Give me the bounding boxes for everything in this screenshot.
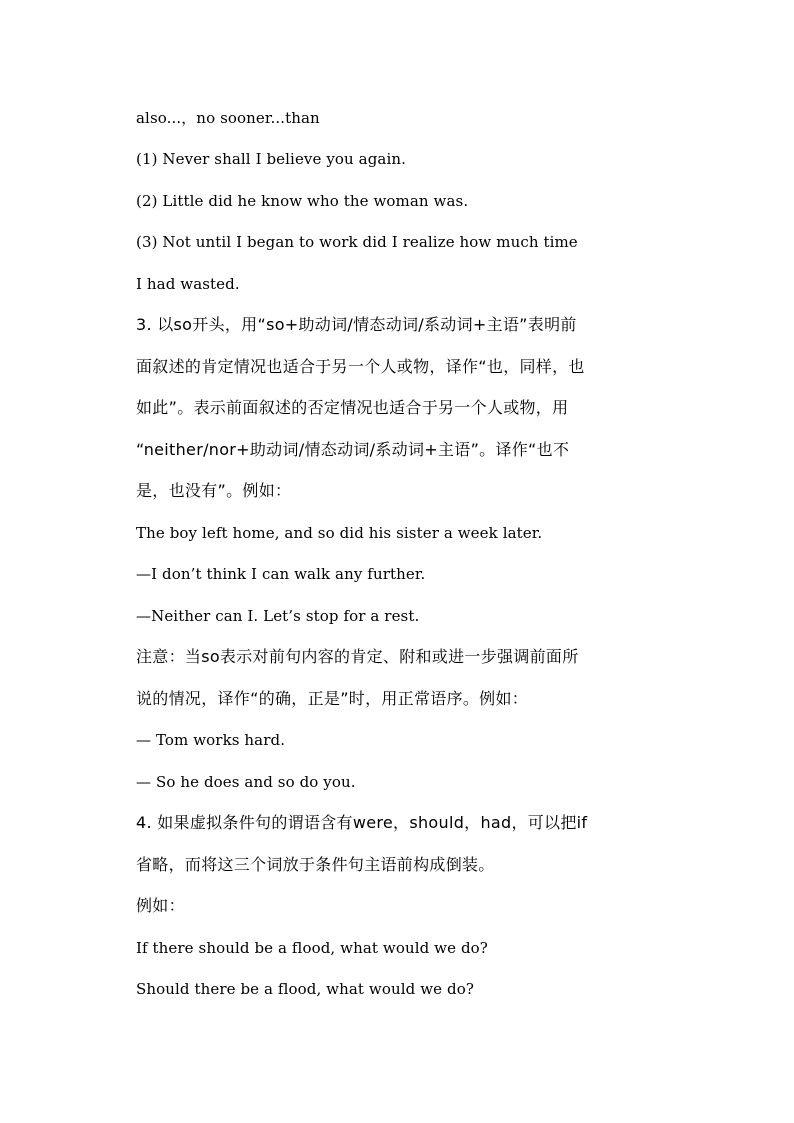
- text-line-4: (3) Not until I began to work did I realize how much time: [136, 233, 578, 251]
- text-line-17: — So he does and so do you.: [136, 773, 356, 791]
- text-line-10: 是，也没有”。例如：: [136, 481, 292, 500]
- text-line-3: (2) Little did he know who the woman was.: [136, 192, 469, 210]
- text-line-1: also...，no sooner...than: [136, 109, 320, 127]
- text-line-20: 例如：: [136, 896, 185, 915]
- text-line-13: —Neither can I. Let’s stop for a rest.: [136, 607, 420, 625]
- text-line-21: If there should be a flood, what would we do?: [136, 939, 488, 957]
- text-line-15: 说的情况，译作“的确，正是”时，用正常语序。例如：: [136, 689, 529, 708]
- text-line-6: 3. 以so开头，用“so+助动词/情态动词/系动词+主语”表明前: [136, 315, 577, 334]
- text-line-16: — Tom works hard.: [136, 731, 286, 749]
- text-line-7: 面叙述的肯定情况也适合于另一个人或物，译作“也，同样，也: [136, 357, 585, 376]
- text-line-8: 如此”。表示前面叙述的否定情况也适合于另一个人或物，用: [136, 398, 569, 417]
- text-line-14: 注意：当so表示对前句内容的肯定、附和或进一步强调前面所: [136, 647, 579, 666]
- text-line-9: “neither/nor+助动词/情态动词/系动词+主语”。译作“也不: [136, 440, 570, 459]
- text-line-2: (1) Never shall I believe you again.: [136, 150, 406, 168]
- text-line-22: Should there be a flood, what would we do?: [136, 980, 474, 998]
- text-line-18: 4. 如果虚拟条件句的谓语含有were，should，had，可以把if: [136, 813, 588, 832]
- text-line-19: 省略，而将这三个词放于条件句主语前构成倒装。: [136, 855, 495, 874]
- text-line-5: I had wasted.: [136, 275, 240, 293]
- text-line-12: —I don’t think I can walk any further.: [136, 565, 426, 583]
- text-line-11: The boy left home, and so did his sister a week later.: [136, 524, 543, 542]
